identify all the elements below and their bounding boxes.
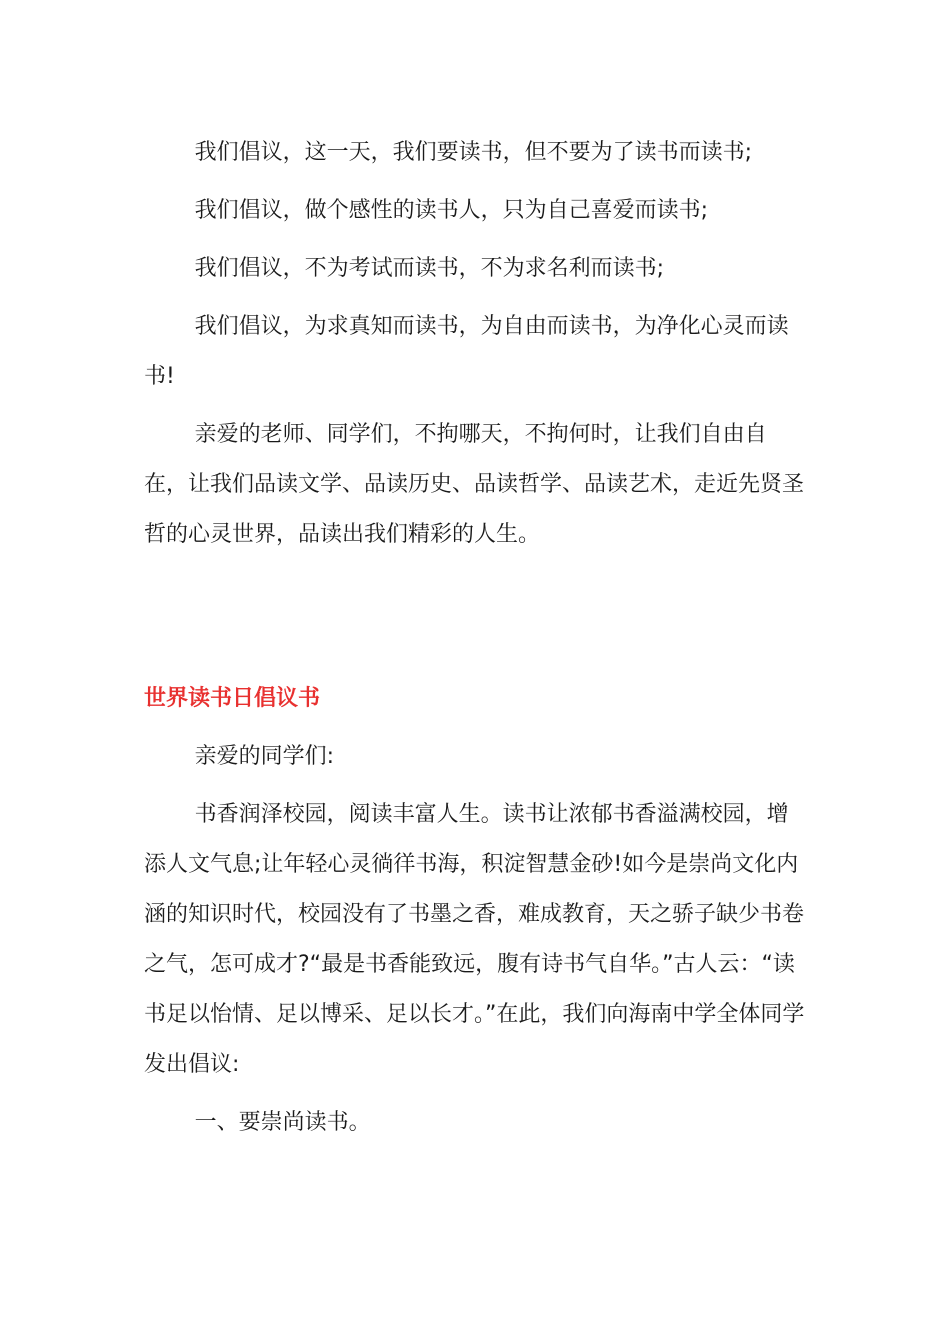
paragraph-point-1: 一、要崇尚读书。 (194, 1110, 371, 1135)
paragraph-proposal-1: 我们倡议，这一天，我们要读书，但不要为了读书而读书; (194, 140, 753, 165)
paragraph-proposal-3: 我们倡议，不为考试而读书，不为求名利而读书; (194, 256, 665, 281)
paragraph-closing: 亲爱的老师、同学们，不拘哪天，不拘何时，让我们自由自在，让我们品读文学、品读历史、品读哲学、品读艺术，走近先贤圣哲的心灵世界，品读出我们精彩的人生。 (144, 422, 805, 547)
section-title: 世界读书日倡议书 (144, 686, 321, 711)
paragraph-body: 书香润泽校园，阅读丰富人生。读书让浓郁书香溢满校园，增添人文气息;让年轻心灵徜徉书海，积淀智慧金砂!如今是崇尚文化内涵的知识时代，校园没有了书墨之香，难成教育，天之骄子缺少书卷之气，怎可成才?“最是书香能致远，腹有诗书气自华。”古人云：“读书足以怡情、足以博采、足以长才。”在此，我们向海南中学全体同学发出倡议: (144, 802, 805, 1077)
document-content (144, 128, 808, 1148)
paragraph-salutation: 亲爱的同学们: (194, 744, 335, 769)
paragraph-proposal-4: 我们倡议，为求真知而读书，为自由而读书，为净化心灵而读书! (144, 314, 789, 389)
paragraph-proposal-2: 我们倡议，做个感性的读书人，只为自己喜爱而读书; (194, 198, 709, 223)
